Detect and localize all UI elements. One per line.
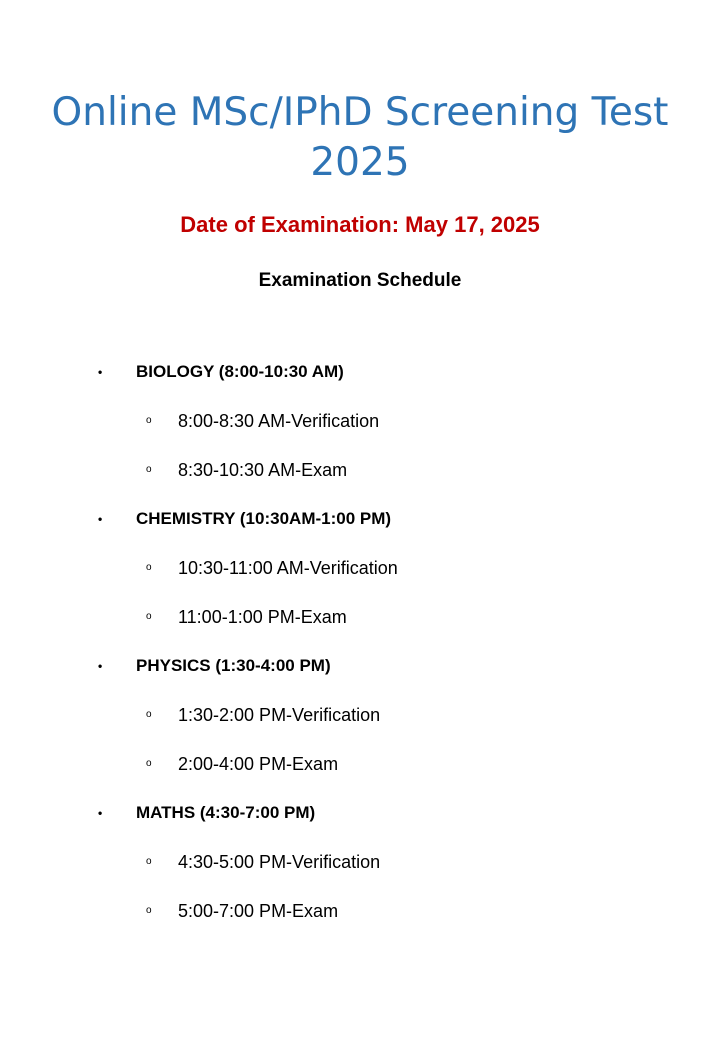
slot-label: 8:30-10:30 AM-Exam xyxy=(178,460,348,481)
subject-label: PHYSICS (1:30-4:00 PM) xyxy=(136,655,331,675)
slot-item xyxy=(146,407,379,433)
circle-bullet-icon: o xyxy=(146,611,152,623)
bullet-icon: • xyxy=(98,805,103,820)
circle-bullet-icon: o xyxy=(146,464,152,476)
subject-item-physics xyxy=(98,652,331,678)
subject-item-maths xyxy=(98,799,315,825)
title-line-1: Online MSc/IPhD Screening Test xyxy=(51,90,669,135)
subject-label: MATHS (4:30-7:00 PM) xyxy=(136,802,316,822)
subject-label: BIOLOGY (8:00-10:30 AM) xyxy=(136,361,344,381)
slot-label: 5:00-7:00 PM-Exam xyxy=(178,901,339,922)
slot-label: 11:00-1:00 PM-Exam xyxy=(178,607,347,628)
circle-bullet-icon: o xyxy=(146,758,152,770)
subject-label: CHEMISTRY (10:30AM-1:00 PM) xyxy=(136,508,392,528)
slot-label: 10:30-11:00 AM-Verification xyxy=(178,558,398,579)
subject-item-biology xyxy=(98,358,344,384)
slot-label: 2:00-4:00 PM-Exam xyxy=(178,754,339,775)
slot-item xyxy=(146,848,380,874)
slot-item xyxy=(146,456,347,482)
title-line-2: 2025 xyxy=(310,140,410,185)
slot-label: 8:00-8:30 AM-Verification xyxy=(178,411,380,432)
subject-item-chemistry xyxy=(98,505,391,531)
bullet-icon: • xyxy=(98,511,103,526)
circle-bullet-icon: o xyxy=(146,905,152,917)
slot-label: 1:30-2:00 PM-Verification xyxy=(178,705,381,726)
slot-item xyxy=(146,750,338,776)
circle-bullet-icon: o xyxy=(146,562,152,574)
circle-bullet-icon: o xyxy=(146,856,152,868)
slot-item xyxy=(146,554,398,580)
slot-item xyxy=(146,897,338,923)
bullet-icon: • xyxy=(98,658,103,673)
slot-label: 4:30-5:00 PM-Verification xyxy=(178,852,381,873)
slot-item xyxy=(146,701,380,727)
exam-date: Date of Examination: May 17, 2025 xyxy=(180,212,540,237)
circle-bullet-icon: o xyxy=(146,415,152,427)
slot-item xyxy=(146,603,347,629)
circle-bullet-icon: o xyxy=(146,709,152,721)
schedule-heading: Examination Schedule xyxy=(258,270,462,291)
bullet-icon: • xyxy=(98,364,103,379)
page-title xyxy=(0,88,720,188)
